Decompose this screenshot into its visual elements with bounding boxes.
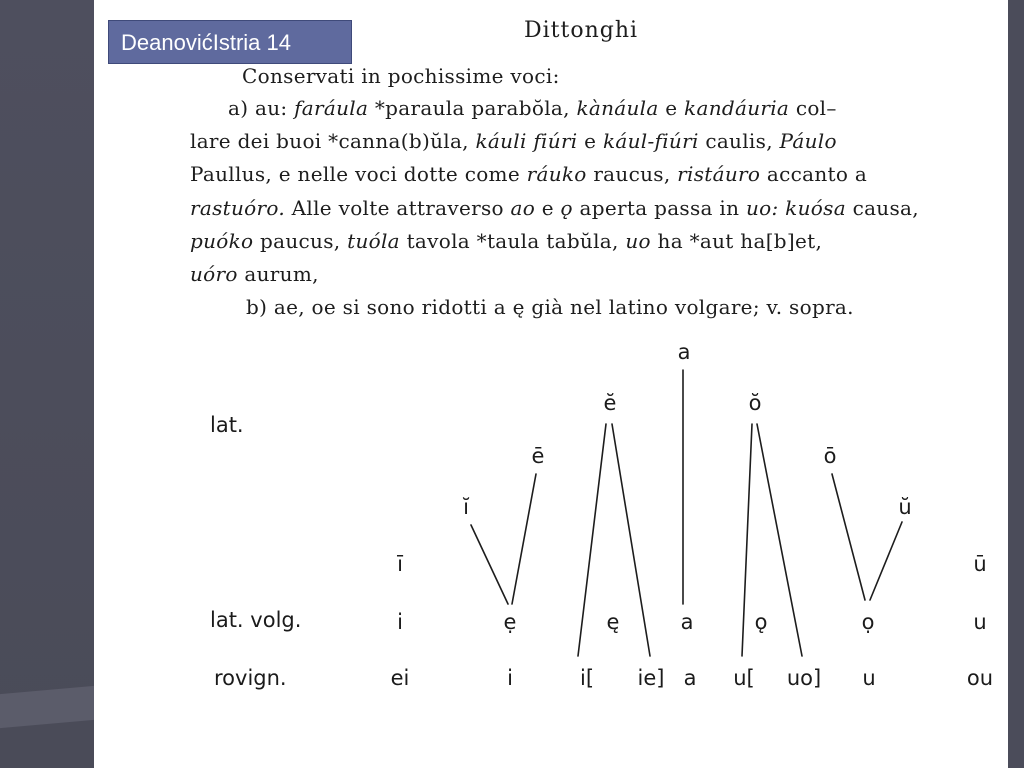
text-segment: raucus, [586,162,678,186]
left-background-band [0,0,94,768]
rovign-vowel: ou [966,666,994,690]
rovign-vowel: a [683,666,697,690]
text-segment: tavola *taula tabŭla, [399,229,626,253]
text-segment: e [658,96,685,120]
volg-vowel: ọ [861,610,875,634]
lat-vowel-u-long: ū [973,552,987,576]
lat-vowel-o-long: ō [823,444,837,468]
text-segment: Alle volte attraverso [285,196,511,220]
text-segment: caulis, [698,129,780,153]
text-segment: uóro [190,262,238,286]
volg-vowel: ẹ [503,610,517,634]
lat-vowel-e-breve: ĕ [603,391,617,415]
lat-vowel-i-long: ī [397,552,403,576]
text-segment: b) ae, oe si sono ridotti a ę già nel latino volgare; v. sopra. [246,295,854,319]
text-segment: kandáuria [684,96,790,120]
text-segment: lare dei buoi *canna(b)ŭla, [190,129,476,153]
text-segment: aurum, [237,262,319,286]
volg-vowel: a [680,610,694,634]
text-segment: ristáuro [677,162,761,186]
volg-vowel: i [397,610,403,634]
text-segment: ǫ [560,196,573,220]
lat-vowel-i-breve: ĭ [463,495,469,519]
right-background-band [1008,0,1024,768]
text-segment: káuli fiúri [475,129,578,153]
document-body [94,0,1008,768]
lat-vowel-u-breve: ŭ [898,495,912,519]
text-segment: ha *aut ha[b]et, [650,229,823,253]
line-o-long-to-o [832,474,865,600]
rovign-vowel: ie] [637,666,665,690]
rovign-vowel: u[ [733,666,755,690]
text-segment: Paullus, e nelle voci dotte come [190,162,527,186]
rovign-vowel: uo] [786,666,822,690]
line-e-breve-to-i [578,424,606,656]
text-segment: uo [625,229,651,253]
text-segment: Conservati in pochissime voci: [242,64,560,88]
volg-vowel: ǫ [754,610,768,634]
text-segment: Páulo [779,129,837,153]
row-label-lat-volg: lat. volg. [210,608,302,632]
volg-vowel: ę [606,610,620,634]
text-segment: tuóla [347,229,400,253]
text-segment: accanto a [760,162,868,186]
text-segment: puóko [190,229,254,253]
rovign-vowel: ei [390,666,410,690]
text-segment: faráula [294,96,369,120]
background-stripe [0,686,94,728]
text-segment: a) au: [228,96,295,120]
text-segment: paucus, [253,229,348,253]
scanned-page [94,0,1008,768]
text-segment: ráuko [526,162,587,186]
row-label-lat: lat. [210,413,244,437]
text-segment: kànáula [576,96,659,120]
text-segment: *paraula parabŏla, [368,96,577,120]
rovign-vowel: i [507,666,513,690]
line-i-breve-to-e [471,525,508,604]
volg-vowel: u [973,610,987,634]
line-u-breve-to-o [870,522,902,600]
text-segment: e [577,129,603,153]
rovign-vowel: i[ [579,666,595,690]
row-label-rovign: rovign. [214,666,287,690]
text-segment: ao [510,196,536,220]
line-e-long-to-e [512,474,536,604]
vowel-development-lines [94,0,1008,768]
rovign-vowel: u [862,666,876,690]
slide-caption-tag: DeanovićIstria 14 [108,20,352,64]
lat-vowel-o-breve: ŏ [748,391,762,415]
text-segment: causa, [845,196,919,220]
text-segment: uo: kuósa [745,196,846,220]
line-o-breve-to-u [742,424,752,656]
lat-vowel-a: a [677,340,691,364]
text-segment: kául-fiúri [602,129,699,153]
text-segment: rastuóro. [190,196,286,220]
text-segment: col– [789,96,837,120]
lat-vowel-e-long: ē [531,444,545,468]
page-heading: Dittonghi [524,18,639,43]
line-o-breve-to-uo [754,424,802,656]
text-segment: e [535,196,561,220]
text-segment: aperta passa in [572,196,746,220]
line-e-breve-to-ie [612,424,650,656]
